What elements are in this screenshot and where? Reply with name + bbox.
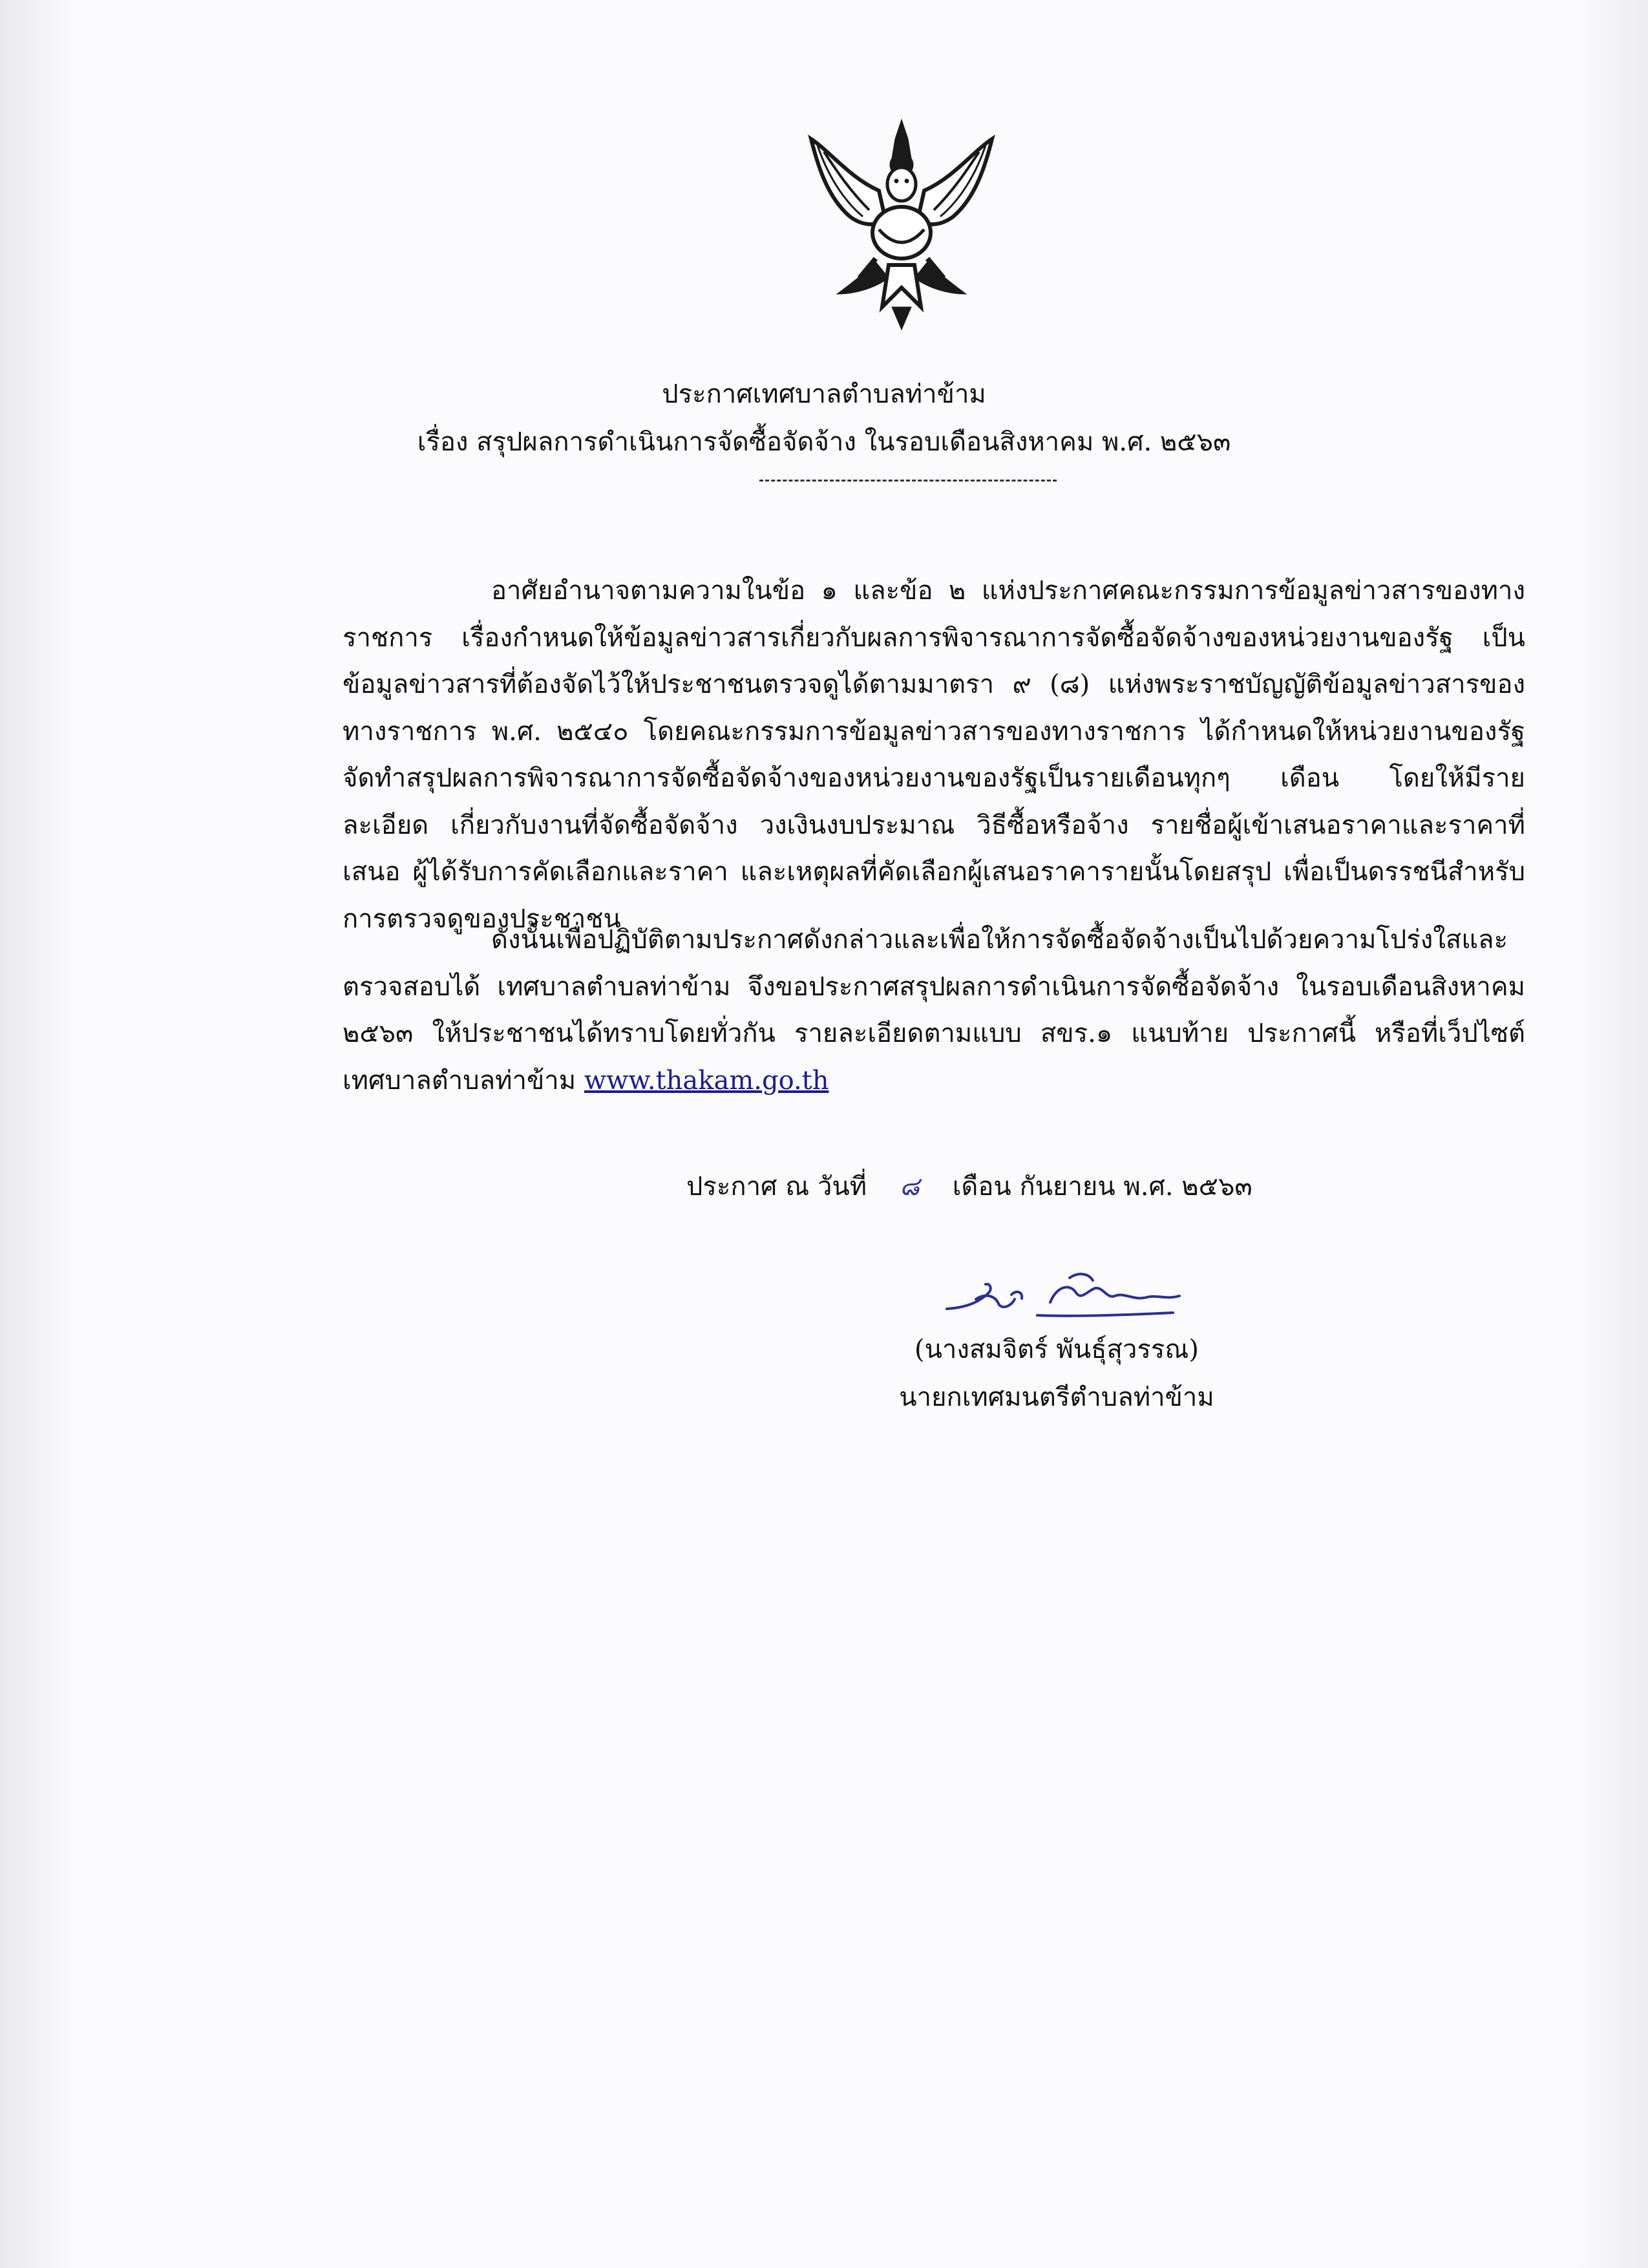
paragraph-authority <box>343 567 1525 942</box>
garuda-emblem-icon <box>798 113 1005 333</box>
handwritten-signature <box>940 1264 1186 1325</box>
dateline-day: ๘ <box>900 1172 920 1202</box>
announcement-dateline <box>686 1169 1252 1205</box>
signer-name: (นางสมจิตร์ พันธุ์สุวรรณ) <box>914 1335 1199 1364</box>
announcement-title: ประกาศเทศบาลตำบลท่าข้าม <box>662 379 986 409</box>
paragraph-2-body <box>343 917 1525 1104</box>
title-separator <box>759 480 1057 482</box>
paragraph-announcement <box>343 917 1525 1104</box>
dateline-prefix: ประกาศ ณ วันที่ <box>686 1172 867 1202</box>
paragraph-1-text: อาศัยอำนาจตามความในข้อ ๑ และข้อ ๒ แห่งประกาศคณะกรรมการข้อมูลข่าวสารของทางราชการ เรื่องกำหนดให้ข้อมูลข่าวสารเกี่ยวกับผลการพิจารณาการจัดซื้อจัดจ้างของหน่วยงานของรัฐ เป็นข้อมูลข่าวสารที่ต้องจัดไว้ให้ประชาชนตรวจดูได้ตามมาตรา ๙ (๘) แห่งพระราชบัญญัติข้อมูลข่าวสารของทางราชการ พ.ศ. ๒๕๔๐ โดยคณะกรรมการข้อมูลข่าวสารของทางราชการ ได้กำหนดให้หน่วยงานของรัฐ จัดทำสรุปผลการพิจารณาการจัดซื้อจัดจ้างของหน่วยงานของรัฐเป็นรายเดือนทุกๆ เดือน โดยให้มีรายละเอียด เกี่ยวกับงานที่จัดซื้อจัดจ้าง วงเงินงบประมาณ วิธีซื้อหรือจ้าง รายชื่อผู้เข้าเสนอราคาและราคาที่เสนอ ผู้ได้รับการคัดเลือกและราคา และเหตุผลที่คัดเลือกผู้เสนอราคารายนั้นโดยสรุป เพื่อเป็นดรรชนีสำหรับการตรวจดูของประชาชน <box>343 576 1525 934</box>
dateline-suffix: เดือน กันยายน พ.ศ. ๒๕๖๓ <box>952 1172 1252 1202</box>
announcement-subject: เรื่อง สรุปผลการดำเนินการจัดซื้อจัดจ้าง ในรอบเดือนสิงหาคม พ.ศ. ๒๕๖๓ <box>417 427 1231 457</box>
signer-position: นายกเทศมนตรีตำบลท่าข้าม <box>899 1383 1214 1412</box>
website-link[interactable]: www.thakam.go.th <box>584 1065 829 1096</box>
paragraph-2-text: ดังนั้นเพื่อปฏิบัติตามประกาศดังกล่าวและเพื่อให้การจัดซื้อจัดจ้างเป็นไปด้วยความโปร่งใสและตรวจสอบได้ เทศบาลตำบลท่าข้าม จึงขอประกาศสรุปผลการดำเนินการจัดซื้อจัดจ้าง ในรอบเดือนสิงหาคม ๒๕๖๓ ให้ประชาชนได้ทราบโดยทั่วกัน รายละเอียดตามแบบ สขร.๑ แนบท้าย ประกาศนี้ หรือที่เว็ปไซต์เทศบาลตำบลท่าข้าม <box>343 925 1525 1096</box>
